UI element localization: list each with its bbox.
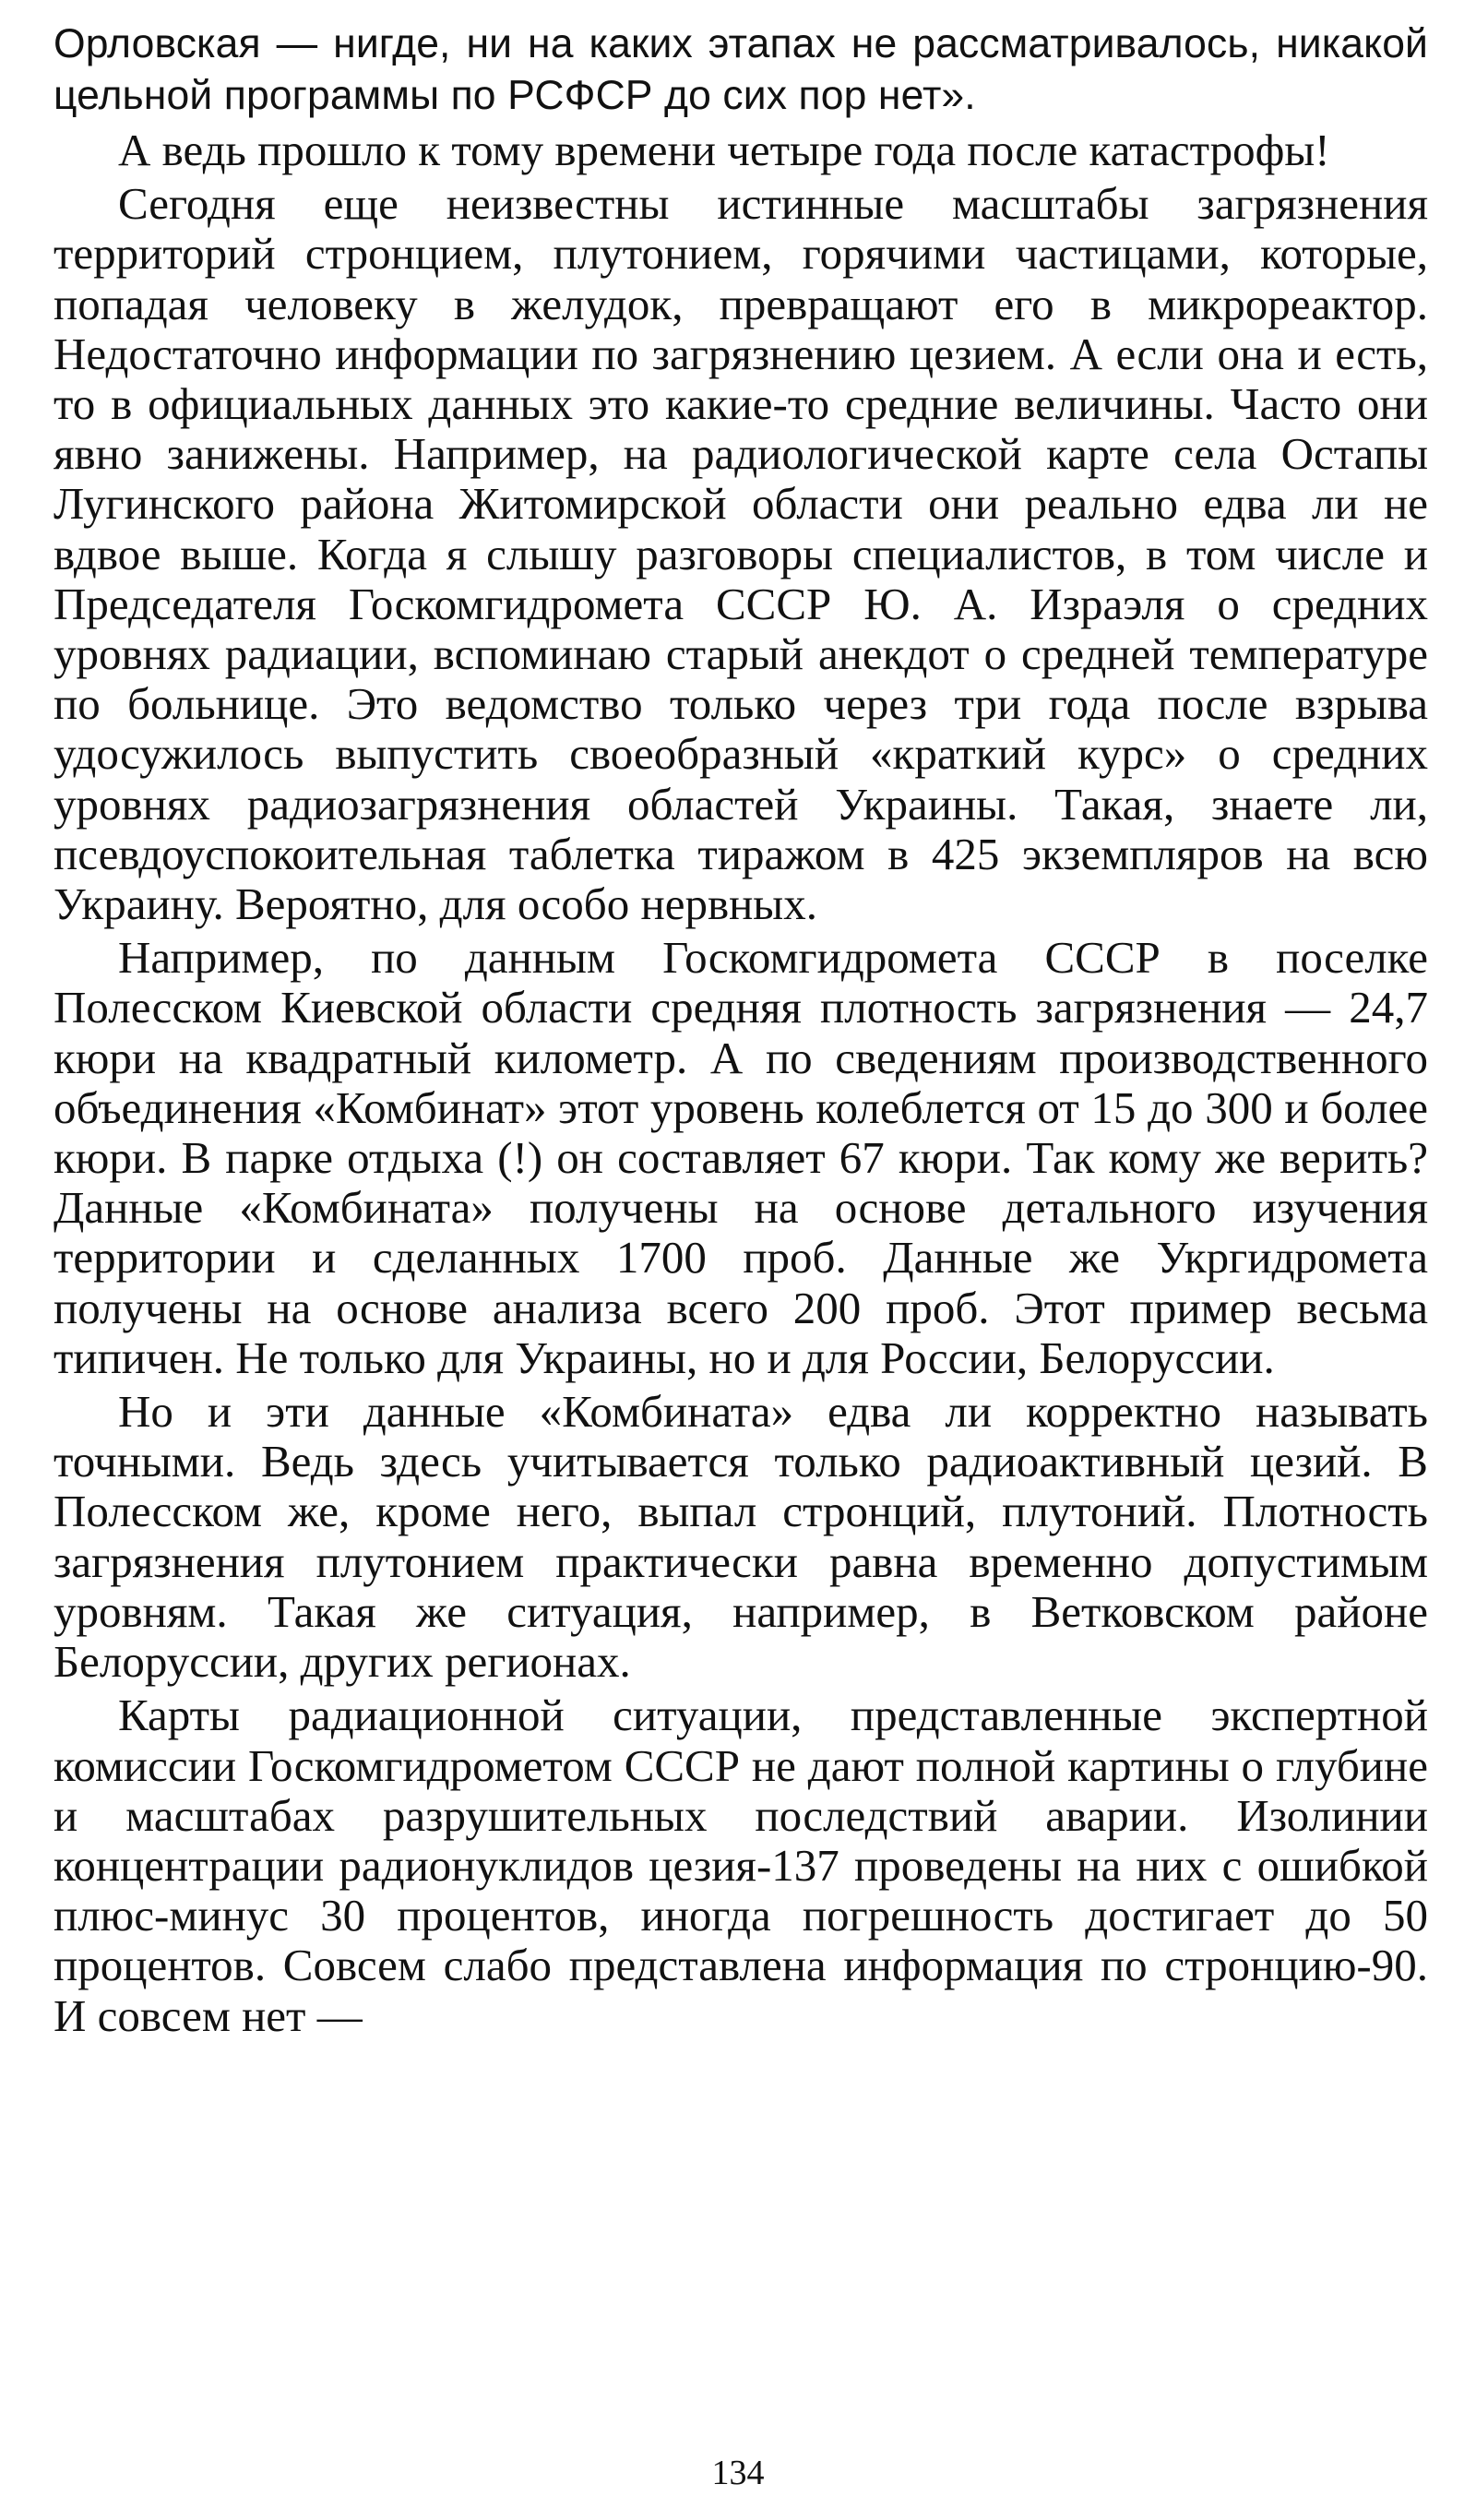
- paragraph-contamination-scale: Сегодня еще неизвестны истинные масштабы загрязнения территорий стронцием, плутонием, горячими частицами, которые, попадая человеку в желудок, превращают его в микрореактор. Недостаточно информации по загрязнению цезием. А если она и есть, то в официальных данных это какие-то средние величины. Часто они явно занижены. Например, на радиологической карте села Остапы Лугинского района Житомирской области они реально едва ли не вдвое выше. Когда я слышу разговоры специалистов, в том числе и Председателя Госкомгидромета СССР Ю. А. Израэля о средних уровнях радиации, вспоминаю старый анекдот о средней температуре по больнице. Это ведомство только через три года после взрыва удосужилось выпустить своеобразный «краткий курс» о средних уровнях радиозагрязнения областей Украины. Такая, знаете ли, псевдоуспокоительная таблетка тиражом в 425 экземпляров на всю Украину. Вероятно, для особо нервных.: [54, 178, 1428, 930]
- paragraph-radiation-maps: Карты радиационной ситуации, представленные экспертной комиссии Госкомгидрометом СССР не дают полной картины о глубине и масштабах разрушительных последствий аварии. Изолинии концентрации радионуклидов цезия-137 проведены на них с ошибкой плюс-минус 30 процентов, иногда погрешность достигает до 50 процентов. Совсем слабо представлена информация по стронцию-90. И совсем нет —: [54, 1690, 1428, 2041]
- paragraph-aftermath-years: А ведь прошло к тому времени четыре года после катастрофы!: [118, 125, 1330, 175]
- quote-continuation: Орловская — нигде, ни на каких этапах не рассматривалось, никакой цельной программы по РСФСР до сих пор нет».: [54, 21, 1428, 118]
- paragraph-kombinat-accuracy: Но и эти данные «Комбината» едва ли корректно называть точными. Ведь здесь учитывается только радиоактивный цезий. В Полесском же, кроме него, выпал стронций, плутоний. Плотность загрязнения плутонием практически равна временно допустимым уровням. Такая же ситуация, например, в Ветковском районе Белоруссии, других регионах.: [54, 1386, 1428, 1688]
- book-page: [54, 18, 1428, 2501]
- page-number: 134: [711, 2454, 765, 2492]
- paragraph-polesskoe-data: Например, по данным Госкомгидромета СССР в поселке Полесском Киевской области средняя плотность загрязнения — 24,7 кюри на квадратный километр. А по сведениям производственного объединения «Комбинат» этот уровень колеблется от 15 до 300 и более кюри. В парке отдыха (!) он составляет 67 кюри. Так кому же верить? Данные «Комбината» получены на основе детального изучения территории и сделанных 1700 проб. Данные же Укргидромета получены на основе анализа всего 200 проб. Этот пример весьма типичен. Не только для Украины, но и для России, Белоруссии.: [54, 932, 1428, 1383]
